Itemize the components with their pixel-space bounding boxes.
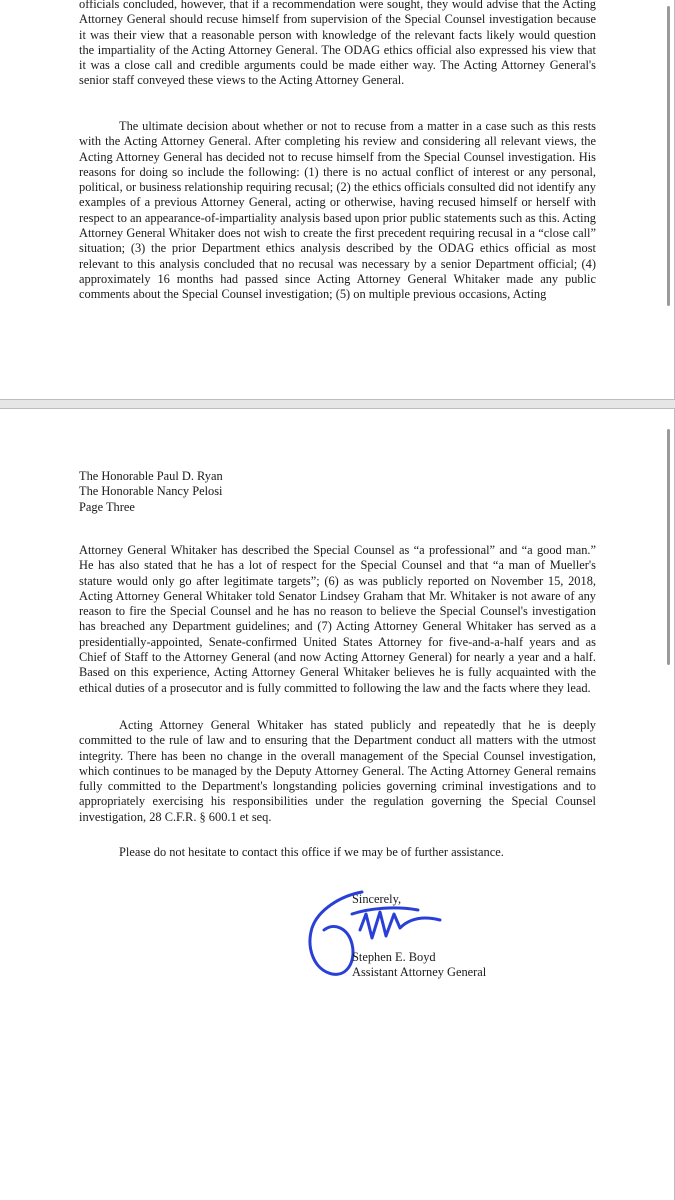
document-page-2 [0,408,675,1200]
paragraph-continued: officials concluded, however, that if a recommendation were sought, they would advise that the Acting Attorney General should recuse himself from supervision of the Special Counsel investigation because it was their view that a reasonable person with knowledge of the relevant facts likely would question the impartiality of the Acting Attorney General. The ODAG ethics official also expressed his view that it was a close call and credible arguments could be made either way. The Acting Attorney General's senior staff conveyed these views to the Acting Attorney General. [79,0,596,88]
valediction: Sincerely, [352,892,402,906]
signer-name: Stephen E. Boyd [352,950,436,964]
scrollbar-thumb[interactable] [667,429,670,665]
signature-stroke [360,912,440,938]
paragraph-closing: Please do not hesitate to contact this office if we may be of further assistance. [119,845,504,859]
paragraph-recusal-decision: The ultimate decision about whether or not to recuse from a matter in a case such as this rests with the Acting Attorney General. After completing his review and considering all relevant views, the Acting Attorney General has decided not to recuse himself from the Special Counsel investigation. His reasons for doing so include the following: (1) there is no actual conflict of interest or any personal, political, or business relationship requiring recusal; (2) the ethics officials consulted did not identify any examples of a previous Attorney General, acting or otherwise, having recused himself or herself with respect to an appearance-of-impartiality analysis based upon prior public statements such as this. Acting Attorney General Whitaker does not wish to create the first precedent requiring recusal in a “close call” situation; (3) the prior Department ethics analysis described by the ODAG ethics official as most relevant to this analysis concluded that no recusal was necessary by a senior Department official; (4) approximately 16 months had passed since Acting Attorney General Whitaker made any public comments about the Special Counsel investigation; (5) on multiple previous occasions, Acting [79,119,596,302]
page-number-label: Page Three [79,499,135,514]
document-page-1 [0,0,675,400]
paragraph-continued: Attorney General Whitaker has described the Special Counsel as “a professional” and “a good man.” He has also stated that he has a lot of respect for the Special Counsel and that “a man of Mueller's stature would only go after legitimate targets”; (6) as was publicly reported on November 15, 2018, Acting Attorney General Whitaker told Senator Lindsey Graham that Mr. Whitaker is not aware of any reason to fire the Special Counsel and he has no reason to believe the Special Counsel's investigation has breached any Department guidelines; and (7) Acting Attorney General Whitaker has served as a presidentially-appointed, Senate-confirmed United States Attorney for five-and-a-half years and as Chief of Staff to the Attorney General (and now Acting Attorney General) for nearly a year and a half. Based on this experience, Acting Attorney General Whitaker believes he is fully acquainted with the ethical duties of a prosecutor and is fully committed to following the law and the facts where they lead. [79,543,596,695]
page-header [79,469,223,515]
scrollbar-thumb[interactable] [667,6,670,306]
recipient-line-1: The Honorable Paul D. Ryan [79,469,223,483]
signer-title: Assistant Attorney General [352,965,487,979]
paragraph-commitment: Acting Attorney General Whitaker has stated publicly and repeatedly that he is deeply committed to the rule of law and to ensuring that the Department conduct all matters with the utmost integrity. There has been no change in the overall management of the Special Counsel investigation, which continues to be managed by the Deputy Attorney General. The Acting Attorney General remains fully committed to the Department's longstanding policies governing criminal investigations and to appropriately exercising his responsibilities under the regulation governing the Special Counsel investigation, 28 C.F.R. § 600.1 et seq. [79,718,596,824]
recipient-line-2: The Honorable Nancy Pelosi [79,484,223,499]
